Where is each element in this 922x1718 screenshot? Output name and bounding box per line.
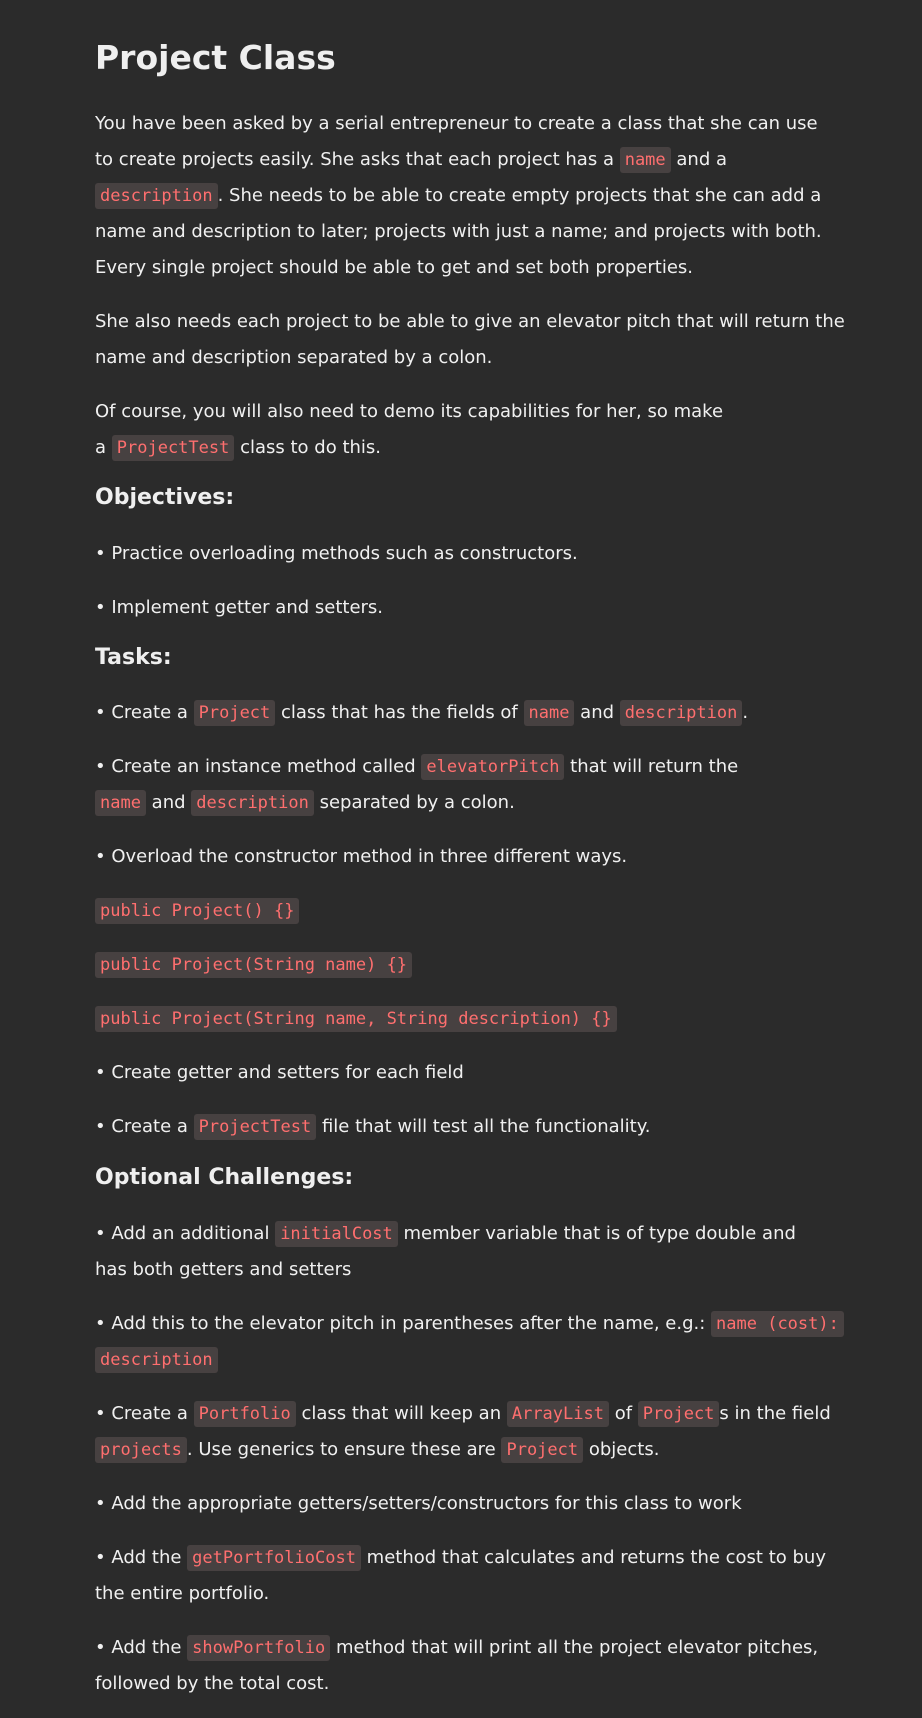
inline-code: Project bbox=[501, 1437, 583, 1463]
challenge-item bbox=[95, 1216, 796, 1252]
para-text: class to do this. bbox=[234, 437, 382, 458]
task-item bbox=[95, 749, 738, 785]
objective-text: • Practice overloading methods such as constructors. bbox=[95, 543, 578, 564]
inline-code: description bbox=[191, 790, 314, 816]
challenge-text: objects. bbox=[583, 1439, 660, 1460]
constructor-code-2 bbox=[95, 947, 412, 983]
para-text: name and description separated by a colon. bbox=[95, 347, 493, 368]
challenge-text: of bbox=[608, 1403, 638, 1424]
challenge-text: method that will print all the project elevator pitches, bbox=[330, 1637, 819, 1658]
para-text: She also needs each project to be able to give an elevator pitch that will return the bbox=[95, 311, 845, 332]
para-text: Of course, you will also need to demo its capabilities for her, so make bbox=[95, 401, 724, 422]
intro-text: to create projects easily. She asks that each project has a bbox=[95, 149, 620, 170]
inline-code: name bbox=[620, 147, 671, 173]
task-text: • Create getter and setters for each field bbox=[95, 1062, 464, 1083]
inline-code: name (cost): bbox=[711, 1311, 844, 1337]
task-item bbox=[95, 695, 748, 731]
inline-code: Project bbox=[638, 1401, 720, 1427]
inline-code: name bbox=[524, 700, 575, 726]
challenge-text: class that will keep an bbox=[295, 1403, 507, 1424]
objective-item bbox=[95, 590, 383, 626]
intro-line-2 bbox=[95, 142, 727, 178]
task-text: that will return the bbox=[564, 756, 739, 777]
constructor-code-1 bbox=[95, 893, 299, 929]
constructor-code-3 bbox=[95, 1001, 617, 1037]
code-snippet: public Project() {} bbox=[95, 898, 299, 924]
challenge-text: has both getters and setters bbox=[95, 1259, 352, 1280]
intro-line-3 bbox=[95, 178, 821, 214]
task-text: • Create an instance method called bbox=[95, 756, 422, 777]
challenge-text: • Add an additional bbox=[95, 1223, 276, 1244]
intro-text: . She needs to be able to create empty projects that she can add a bbox=[217, 185, 822, 206]
inline-code: elevatorPitch bbox=[421, 754, 564, 780]
challenge-item bbox=[95, 1540, 826, 1576]
inline-code: description bbox=[620, 700, 743, 726]
challenge-item bbox=[95, 1306, 844, 1342]
task-text: • Create a bbox=[95, 702, 194, 723]
task-text: • Overload the constructor method in three different ways. bbox=[95, 846, 628, 867]
challenge-text: the entire portfolio. bbox=[95, 1583, 270, 1604]
optional-heading: Optional Challenges: bbox=[95, 1165, 354, 1190]
challenge-text: . Use generics to ensure these are bbox=[186, 1439, 502, 1460]
inline-code: ProjectTest bbox=[112, 435, 235, 461]
objective-item bbox=[95, 536, 578, 572]
task-item-continued bbox=[95, 785, 515, 821]
para2-line-2 bbox=[95, 340, 492, 376]
objectives-heading: Objectives: bbox=[95, 485, 235, 510]
page-title: Project Class bbox=[95, 38, 336, 77]
task-text: file that will test all the functionality. bbox=[316, 1116, 651, 1137]
inline-code: getPortfolioCost bbox=[187, 1545, 361, 1571]
para-text: a bbox=[95, 437, 112, 458]
para3-line-1 bbox=[95, 394, 723, 430]
challenge-text: • Add the appropriate getters/setters/constructors for this class to work bbox=[95, 1493, 742, 1514]
challenge-item bbox=[95, 1396, 831, 1432]
intro-text: and a bbox=[670, 149, 727, 170]
challenge-text: member variable that is of type double and bbox=[397, 1223, 796, 1244]
task-item bbox=[95, 1109, 651, 1145]
inline-code: Portfolio bbox=[194, 1401, 296, 1427]
inline-code: ProjectTest bbox=[194, 1114, 317, 1140]
objective-text: • Implement getter and setters. bbox=[95, 597, 384, 618]
intro-text: Every single project should be able to get and set both properties. bbox=[95, 257, 693, 278]
challenge-text: s in the field bbox=[719, 1403, 831, 1424]
code-snippet: public Project(String name, String description) {} bbox=[95, 1006, 617, 1032]
task-item bbox=[95, 839, 627, 875]
challenge-item-continued bbox=[95, 1252, 351, 1288]
task-text: and bbox=[574, 702, 620, 723]
intro-text: name and description to later; projects with just a name; and projects with both. bbox=[95, 221, 822, 242]
intro-line-5 bbox=[95, 250, 693, 286]
challenge-text: method that calculates and returns the cost to buy bbox=[360, 1547, 826, 1568]
challenge-text: • Create a bbox=[95, 1403, 194, 1424]
challenge-item-continued bbox=[95, 1666, 329, 1702]
challenge-text: • Add the bbox=[95, 1547, 188, 1568]
task-item bbox=[95, 1055, 464, 1091]
inline-code: ArrayList bbox=[507, 1401, 609, 1427]
task-text: separated by a colon. bbox=[313, 792, 515, 813]
inline-code: initialCost bbox=[275, 1221, 398, 1247]
intro-line-1 bbox=[95, 106, 818, 142]
challenge-text: • Add this to the elevator pitch in parentheses after the name, e.g.: bbox=[95, 1313, 712, 1334]
inline-code: description bbox=[95, 1347, 218, 1373]
challenge-item-continued bbox=[95, 1342, 218, 1378]
task-text: . bbox=[742, 702, 749, 723]
challenge-text: • Add the bbox=[95, 1637, 188, 1658]
intro-text: You have been asked by a serial entrepreneur to create a class that she can use bbox=[95, 113, 818, 134]
task-text: • Create a bbox=[95, 1116, 194, 1137]
task-text: and bbox=[145, 792, 192, 813]
tasks-heading: Tasks: bbox=[95, 645, 172, 670]
para3-line-2 bbox=[95, 430, 381, 466]
inline-code: showPortfolio bbox=[187, 1635, 330, 1661]
intro-line-4 bbox=[95, 214, 822, 250]
challenge-item-continued bbox=[95, 1576, 269, 1612]
inline-code: projects bbox=[95, 1437, 187, 1463]
challenge-item bbox=[95, 1486, 742, 1522]
para2-line-1 bbox=[95, 304, 845, 340]
inline-code: name bbox=[95, 790, 146, 816]
task-text: class that has the fields of bbox=[275, 702, 524, 723]
challenge-item bbox=[95, 1630, 818, 1666]
inline-code: Project bbox=[194, 700, 276, 726]
code-snippet: public Project(String name) {} bbox=[95, 952, 412, 978]
challenge-text: followed by the total cost. bbox=[95, 1673, 330, 1694]
inline-code: description bbox=[95, 183, 218, 209]
challenge-item-continued bbox=[95, 1432, 659, 1468]
